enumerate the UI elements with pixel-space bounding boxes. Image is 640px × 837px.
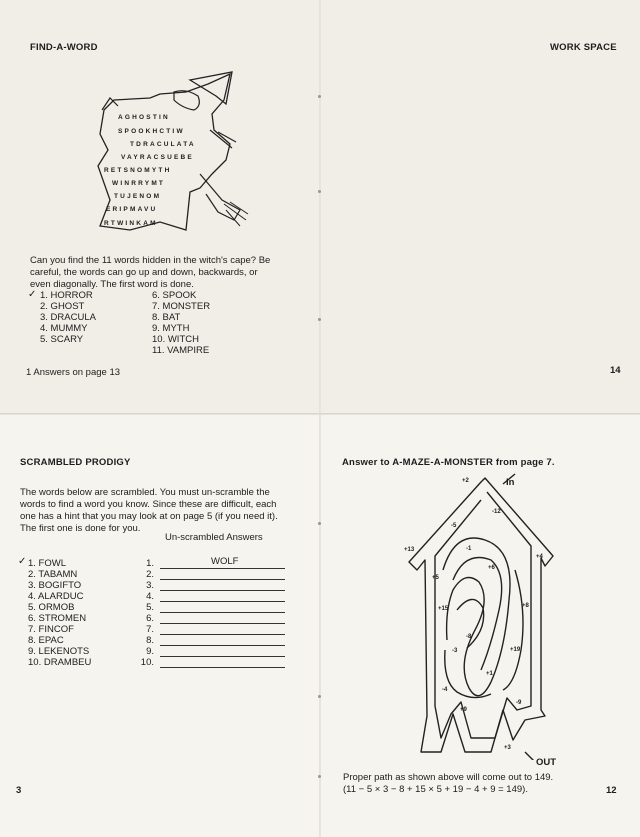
answer-line [160, 656, 285, 657]
answer-number: 7. [146, 624, 154, 635]
answer-number: 2. [146, 569, 154, 580]
maze-caption-line2: (11 − 5 × 3 − 8 + 15 × 5 + 19 − 4 + 9 = 149). [343, 784, 528, 795]
word-list-right [152, 290, 210, 356]
answer-line [160, 634, 285, 635]
answer-line [160, 568, 285, 569]
list-item: 2. GHOST [40, 301, 85, 312]
maze-number: +6 [488, 565, 495, 571]
gutter-dot [318, 522, 321, 525]
grid-row: AGHOSTIN [118, 114, 170, 121]
maze-number: +19 [510, 647, 521, 653]
list-item: 9. MYTH [152, 323, 190, 334]
maze-illustration [395, 470, 555, 760]
maze-number: +3 [504, 745, 511, 751]
maze-out-label: OUT [536, 757, 557, 768]
word-list-left [40, 290, 96, 345]
check-mark-icon: ✓ [18, 556, 27, 567]
answer-line [160, 667, 285, 668]
maze-number: +5 [432, 575, 439, 581]
grid-row: ERIPMAVU [106, 206, 158, 213]
list-item: 5. ORMOB [28, 602, 75, 613]
gutter [319, 415, 321, 837]
list-item: 6. STROMEN [28, 613, 87, 624]
grid-row: TUJENOM [114, 193, 162, 200]
maze-number: -9 [516, 700, 522, 706]
maze-number: +15 [438, 606, 449, 612]
page-number: 14 [610, 365, 621, 376]
maze-number: +8 [522, 603, 529, 609]
answer-number: 4. [146, 591, 154, 602]
answer-number: 5. [146, 602, 154, 613]
work-space-title: WORK SPACE [550, 42, 617, 53]
answer-line [160, 601, 285, 602]
gutter [319, 0, 321, 415]
list-item: 9. LEKENOTS [28, 646, 90, 657]
page-number: 12 [606, 785, 617, 796]
list-item: 4. ALARDUC [28, 591, 84, 602]
answer-line [160, 623, 285, 624]
page-number: 3 [16, 785, 22, 796]
gutter-dot [318, 95, 321, 98]
gutter-dot [318, 695, 321, 698]
list-item: 3. BOGIFTO [28, 580, 82, 591]
answer-number: 9. [146, 646, 154, 657]
answer-line [160, 612, 285, 613]
gutter-dot [318, 190, 321, 193]
grid-row: SPOOKHCTIW [118, 128, 185, 135]
find-a-word-instructions: Can you find the 11 words hidden in the witch's cape? Be careful, the words can go up and down, backwards, or even diagonally. The first word is done. [30, 255, 271, 290]
answer-line [160, 579, 285, 580]
grid-row: VAYRACSUEBE [121, 154, 194, 161]
gutter-dot [318, 318, 321, 321]
bottom-spread [0, 415, 640, 837]
list-item: 1. FOWL [28, 558, 67, 569]
list-item: 10. WITCH [152, 334, 199, 345]
maze-number: +9 [460, 707, 467, 713]
answers-footnote: 1 Answers on page 13 [26, 367, 121, 378]
maze-caption-line1: Proper path as shown above will come out to 149. [343, 772, 554, 783]
list-item: 7. MONSTER [152, 301, 211, 312]
scrambled-list [28, 558, 91, 668]
list-item: 7. FINCOF [28, 624, 74, 635]
grid-row: TDRACULATA [130, 141, 196, 148]
maze-number: -5 [451, 523, 457, 529]
answer-number: 8. [146, 635, 154, 646]
grid-row: RETSNOMYTH [104, 167, 172, 174]
maze-number: -12 [492, 509, 501, 515]
list-item: 2. TABAMN [28, 569, 78, 580]
find-a-word-title: FIND-A-WORD [30, 42, 98, 53]
first-answer: WOLF [211, 556, 239, 567]
maze-number: -4 [442, 687, 448, 693]
list-item: 6. SPOOK [152, 290, 197, 301]
list-item: 8. EPAC [28, 635, 64, 646]
maze-number: +13 [404, 547, 415, 553]
top-spread [0, 0, 640, 415]
maze-number: +1 [486, 671, 493, 677]
maze-number: +4 [536, 554, 543, 560]
grid-row: WINRRYMT [112, 180, 166, 187]
list-item: 11. VAMPIRE [152, 345, 210, 356]
list-item: 4. MUMMY [40, 323, 88, 334]
scrambled-title: SCRAMBLED PRODIGY [20, 457, 131, 468]
answers-heading: Un-scrambled Answers [165, 532, 263, 543]
answer-line [160, 590, 285, 591]
maze-number: -8 [466, 634, 472, 640]
list-item: 1. HORROR [40, 290, 93, 301]
check-mark-icon: ✓ [28, 289, 37, 300]
scrambled-instructions: The words below are scrambled. You must un-scramble the words to find a word you know. Since these are difficult, each one has a hint that you may look at on page 5 (if you need it). The first one is done for you. [20, 487, 278, 534]
gutter-dot [318, 775, 321, 778]
list-item: 8. BAT [152, 312, 181, 323]
maze-number: -1 [466, 546, 472, 552]
list-item: 5. SCARY [40, 334, 84, 345]
list-item: 3. DRACULA [40, 312, 96, 323]
maze-answer-title: Answer to A-MAZE-A-MONSTER from page 7. [342, 457, 555, 468]
answer-number: 1. [146, 558, 154, 569]
answer-line [160, 645, 285, 646]
grid-row: RTWINKAM [104, 220, 158, 227]
maze-in-label: In [506, 477, 515, 488]
list-item: 10. DRAMBEU [28, 657, 92, 668]
answer-number: 3. [146, 580, 154, 591]
answer-number: 6. [146, 613, 154, 624]
answer-number: 10. [140, 657, 154, 668]
maze-number: -3 [452, 648, 458, 654]
maze-number: +2 [462, 478, 469, 484]
